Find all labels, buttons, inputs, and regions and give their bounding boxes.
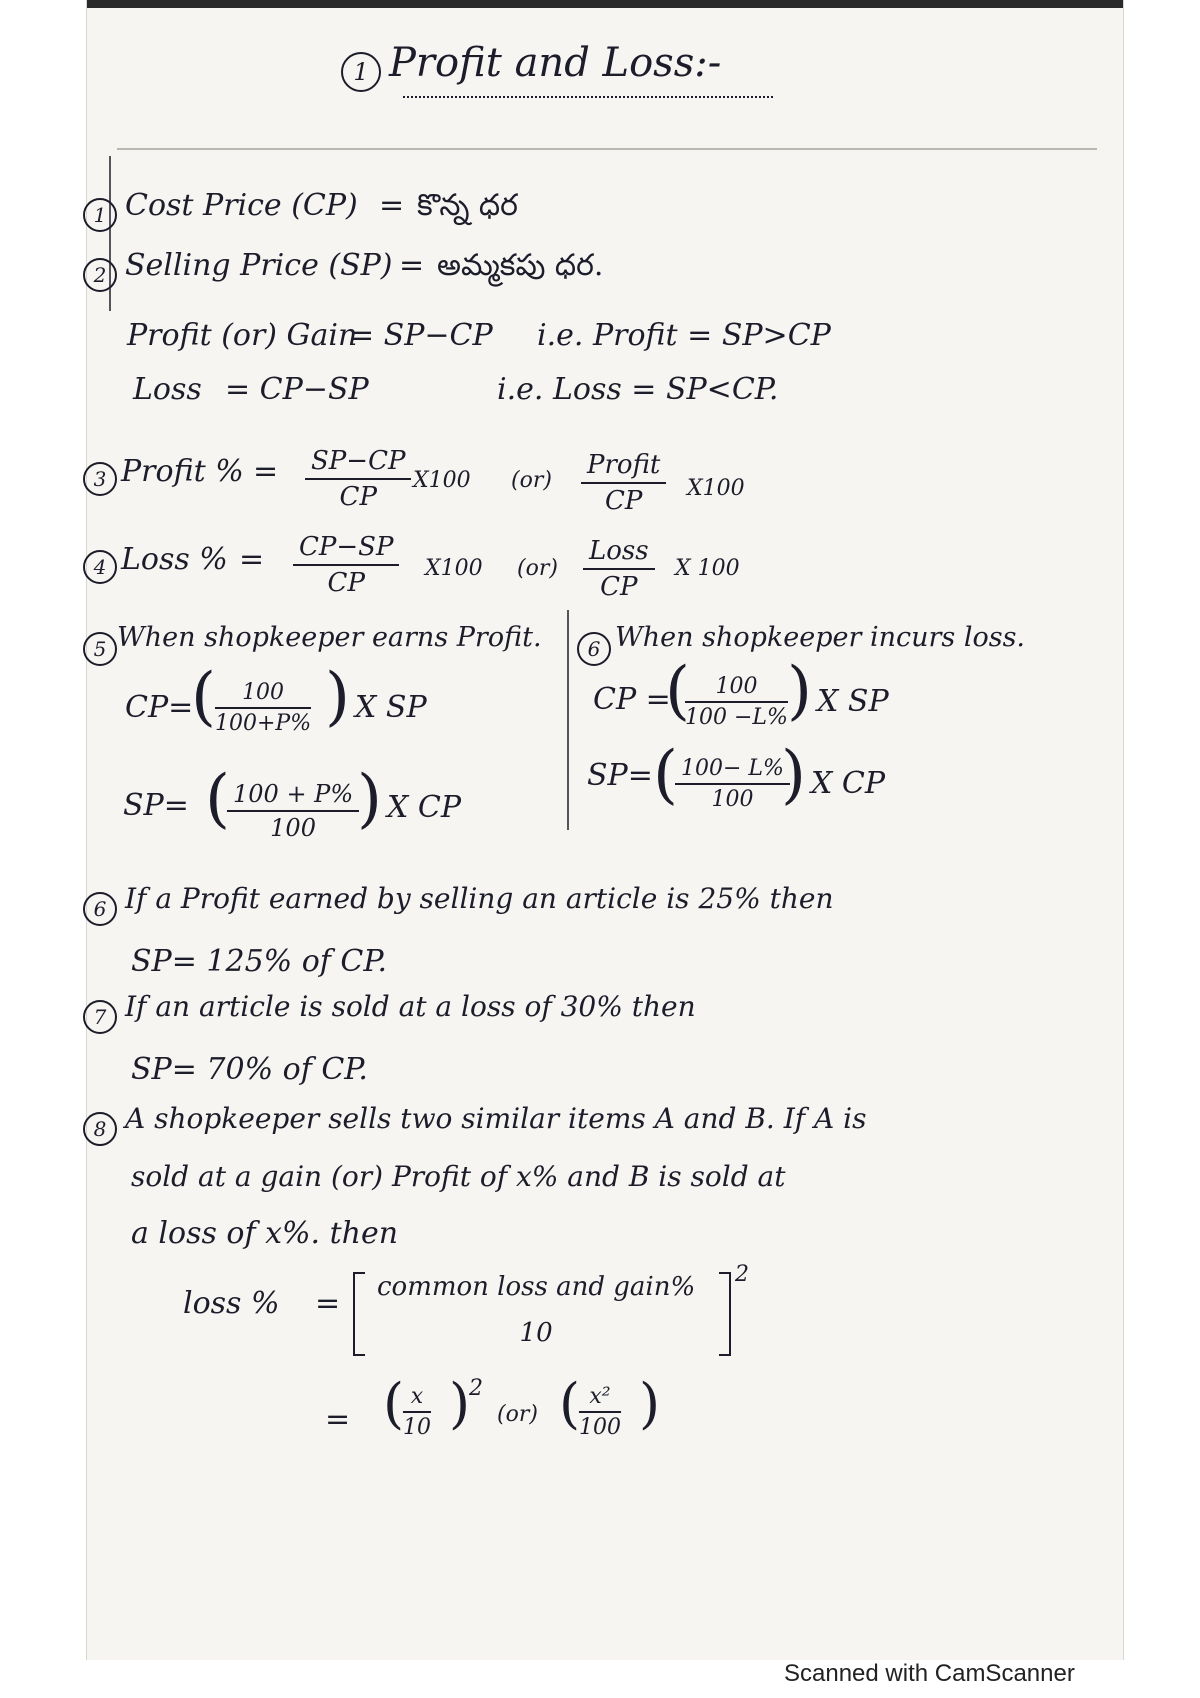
sp-profit-fraction — [227, 780, 359, 842]
loss-formula: = CP−SP — [225, 372, 369, 407]
rule-two-items-line3: a loss of x%. then — [131, 1216, 399, 1251]
fraction-denominator: 10 — [403, 1415, 431, 1440]
open-paren: ( — [653, 738, 678, 812]
rule-profit-25-line1: If a Profit earned by selling an article is 25% then — [125, 882, 834, 915]
item-number-1: 1 — [83, 198, 117, 232]
sp-loss-multiplier: X CP — [811, 766, 886, 801]
loss-percent-fraction-1 — [293, 532, 399, 598]
cp-loss-fraction — [685, 674, 788, 730]
rule-two-items-line2: sold at a gain (or) Profit of x% and B is sold at — [131, 1160, 786, 1193]
close-paren: ) — [449, 1372, 471, 1435]
profit-percent-eq: = — [253, 454, 279, 489]
simplified-or: (or) — [497, 1402, 538, 1427]
open-paren: ( — [559, 1372, 581, 1435]
fraction-denominator: 100 — [579, 1415, 621, 1440]
loss-percent-simplified-eq: = — [325, 1402, 351, 1437]
item-number-3: 3 — [83, 462, 117, 496]
profit-percent-or: (or) — [511, 468, 552, 493]
close-paren: ) — [325, 660, 350, 734]
fraction-numerator: Loss — [583, 536, 655, 570]
loss-label: Loss — [133, 372, 202, 407]
loss-percent-multiplier-1: X100 — [425, 556, 483, 581]
loss-percent-result-power: 2 — [735, 1262, 749, 1287]
loss-percent-eq: = — [239, 542, 265, 577]
cp-profit-lhs: CP= — [125, 690, 194, 725]
profit-condition: i.e. Profit = SP>CP — [537, 318, 831, 353]
profit-percent-multiplier-2: X100 — [687, 476, 745, 501]
sp-loss-lhs: SP= — [587, 758, 653, 793]
title-underline — [403, 90, 773, 98]
fraction-denominator: 100 — [711, 787, 754, 812]
loss-percent-result-eq: = — [315, 1286, 341, 1321]
loss-percent-result-lhs: loss % — [183, 1286, 280, 1321]
profit-percent-multiplier-1: X100 — [413, 468, 471, 493]
simplified-fraction-1 — [403, 1384, 431, 1440]
open-paren: ( — [205, 762, 230, 836]
def-cost-price-eq: = — [379, 188, 405, 223]
cp-profit-fraction — [215, 680, 311, 736]
fraction-numerator: 100 — [215, 680, 311, 709]
item-number-5: 5 — [83, 632, 117, 666]
item-number-4: 4 — [83, 550, 117, 584]
def-selling-price: Selling Price (SP) — [125, 248, 393, 283]
rule-loss-30-line1: If an article is sold at a loss of 30% then — [125, 990, 696, 1023]
simplified-fraction-1-power: 2 — [469, 1376, 483, 1401]
item-number-6: 6 — [83, 892, 117, 926]
def-cost-price-telugu: కొన్న ధర — [417, 188, 518, 223]
title-number: 1 — [341, 52, 381, 92]
fraction-denominator: CP — [600, 572, 638, 602]
sp-profit-multiplier: X CP — [387, 790, 462, 825]
close-paren: ) — [781, 738, 806, 812]
item-number-7: 7 — [83, 1000, 117, 1034]
fraction-denominator: CP — [604, 486, 643, 516]
fraction-numerator: 100− L% — [675, 756, 790, 785]
open-paren: ( — [665, 654, 690, 728]
fraction-denominator: CP — [339, 482, 377, 512]
profit-gain-formula: = SP−CP — [349, 318, 493, 353]
rule-two-items-line1: A shopkeeper sells two similar items A and B. If A is — [125, 1102, 867, 1135]
open-paren: ( — [191, 660, 216, 734]
def-selling-price-telugu: అమ్మకపు ధర. — [437, 248, 604, 283]
close-paren: ) — [639, 1372, 661, 1435]
header-rule — [117, 148, 1097, 150]
loss-condition: i.e. Loss = SP<CP. — [497, 372, 779, 407]
fraction-denominator: 100+P% — [215, 711, 312, 736]
profit-percent-label: Profit % — [121, 454, 244, 489]
sp-profit-lhs: SP= — [123, 788, 189, 823]
simplified-fraction-2 — [579, 1384, 621, 1440]
section-profit-heading: When shopkeeper earns Profit. — [117, 622, 542, 653]
profit-gain-label: Profit (or) Gain — [127, 318, 358, 353]
rule-loss-30-line2: SP= 70% of CP. — [131, 1052, 368, 1087]
loss-percent-label: Loss % — [121, 542, 228, 577]
rule-profit-25-line2: SP= 125% of CP. — [131, 944, 388, 979]
close-paren: ) — [357, 762, 382, 836]
fraction-numerator: x — [403, 1384, 431, 1413]
item-number-8: 8 — [83, 1112, 117, 1146]
loss-percent-fraction-2 — [583, 536, 655, 602]
cp-loss-multiplier: X SP — [817, 684, 889, 719]
fraction-numerator: 100 + P% — [227, 780, 359, 812]
fraction-denominator: 10 — [519, 1318, 553, 1348]
fraction-numerator: SP−CP — [305, 446, 411, 480]
right-square-bracket — [719, 1272, 731, 1356]
def-cost-price: Cost Price (CP) — [125, 188, 358, 223]
notebook-page — [86, 0, 1124, 1660]
cp-profit-multiplier: X SP — [355, 690, 427, 725]
fraction-denominator: 100 — [270, 814, 316, 842]
loss-percent-or: (or) — [517, 556, 558, 581]
fraction-numerator: 100 — [685, 674, 788, 703]
fraction-numerator: CP−SP — [293, 532, 399, 566]
open-paren: ( — [383, 1372, 405, 1435]
left-square-bracket — [353, 1272, 365, 1356]
scan-edge — [87, 0, 1123, 8]
fraction-numerator: x² — [579, 1384, 621, 1413]
loss-percent-multiplier-2: X 100 — [675, 556, 740, 581]
page-title: Profit and Loss:- — [389, 40, 722, 86]
section-loss-heading: When shopkeeper incurs loss. — [615, 622, 1026, 653]
close-paren: ) — [787, 654, 812, 728]
profit-percent-fraction-1 — [305, 446, 411, 512]
def-selling-price-eq: = — [399, 248, 425, 283]
fraction-denominator: CP — [327, 568, 365, 598]
fraction-denominator: 100 −L% — [685, 705, 788, 730]
item-number-2: 2 — [83, 258, 117, 292]
sp-loss-fraction — [675, 756, 790, 812]
cp-loss-lhs: CP = — [593, 682, 671, 717]
scanner-watermark: Scanned with CamScanner — [784, 1660, 1075, 1687]
profit-percent-fraction-2 — [581, 450, 666, 516]
column-divider — [567, 610, 569, 830]
fraction-numerator: common loss and gain% — [377, 1272, 696, 1302]
fraction-numerator: Profit — [581, 450, 666, 484]
item-number-6-right: 6 — [577, 632, 611, 666]
loss-percent-result-fraction — [371, 1272, 701, 1348]
